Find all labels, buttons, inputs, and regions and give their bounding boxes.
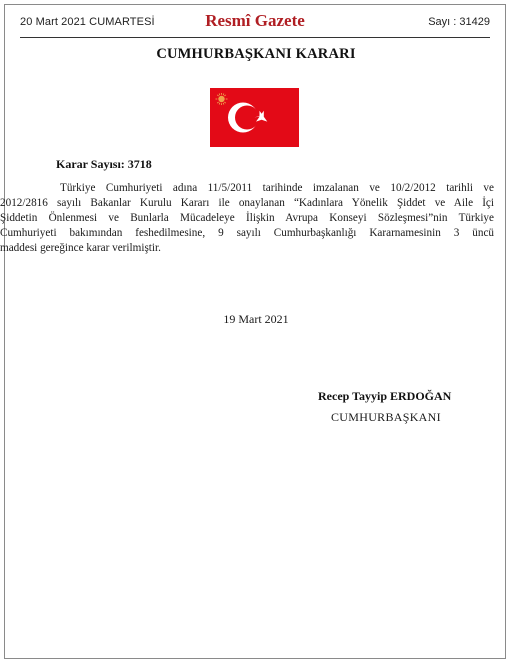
header-divider [20, 37, 490, 38]
body-line: Türkiye Cumhuriyeti adına 11/5/2011 tarihinde imzalanan ve 10/2/2012 tarihli ve [60, 182, 494, 194]
turkish-flag-icon [210, 88, 299, 147]
gazette-header [20, 10, 490, 36]
body-line: Cumhuriyeti bakımından feshedilmesine, 9 sayılı Cumhurbaşkanlığı Kararnamesinin 3 üncü [0, 227, 494, 239]
decree-title: CUMHURBAŞKANI KARARI [156, 46, 356, 62]
signer-name: Recep Tayyip ERDOĞAN [318, 389, 452, 403]
body-line: 2012/2816 sayılı Bakanlar Kurulu Kararı ile onaylanan “Kadınlara Yönelik Şiddet ve Aile İçi [0, 197, 494, 209]
decree-body [0, 181, 494, 256]
issue-number: Sayı : 31429 [428, 16, 490, 28]
gazette-name: Resmî Gazete [205, 11, 305, 30]
decree-date: 19 Mart 2021 [223, 312, 289, 326]
publication-date: 20 Mart 2021 CUMARTESİ [20, 16, 155, 28]
body-line: maddesi gereğince karar verilmiştir. [0, 242, 161, 254]
signer-title: CUMHURBAŞKANI [331, 410, 441, 424]
body-line: Şiddetin Önlenmesi ve Bunlarla Mücadeleye İlişkin Avrupa Konseyi Sözleşmesi”nin Türkiye [0, 212, 494, 224]
decision-number: Karar Sayısı: 3718 [56, 157, 152, 171]
